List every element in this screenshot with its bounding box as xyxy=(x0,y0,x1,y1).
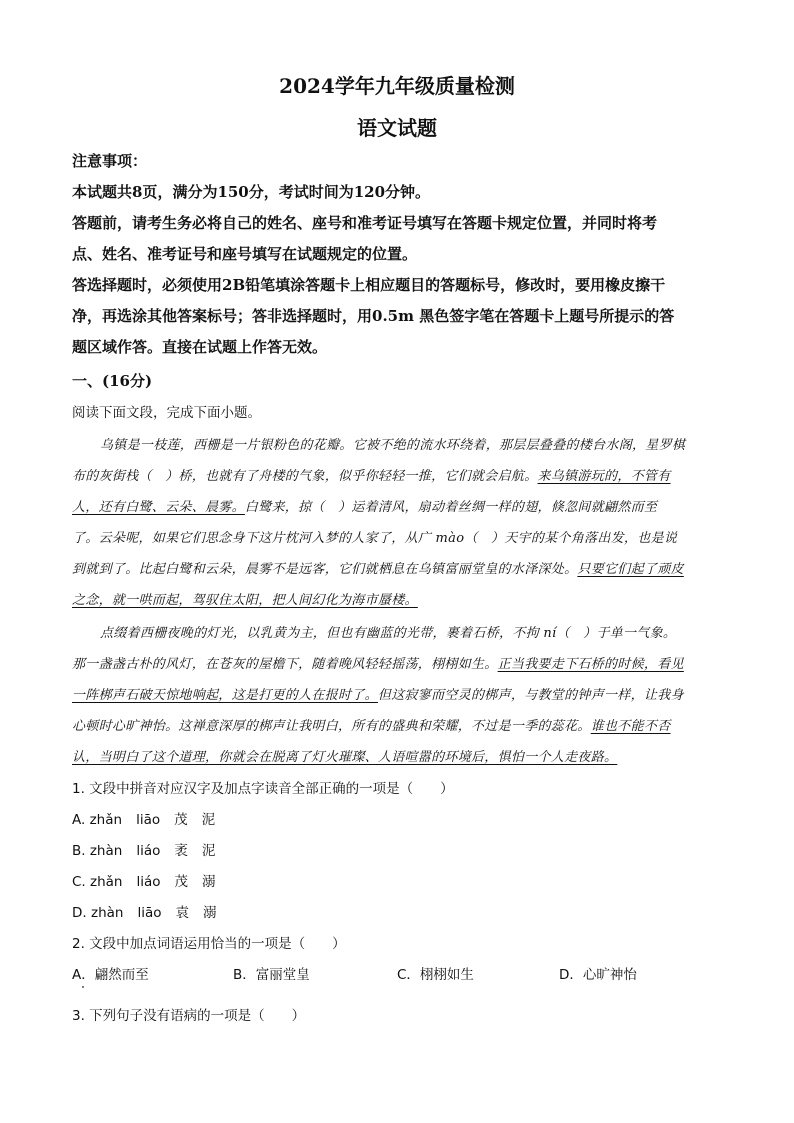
option-text: liāo xyxy=(137,905,162,921)
question-1-option-c xyxy=(72,870,230,890)
question-2-option-b: B．富丽堂皇 xyxy=(233,967,310,983)
underlined-sentence: 来乌镇游玩的，不管有 xyxy=(537,469,671,484)
question-1-option-d xyxy=(72,901,231,921)
option-text: liāo xyxy=(136,812,161,828)
question-2-option-d: D．心旷神怡 xyxy=(559,967,637,983)
underlined-sentence: 人，还有白鹭、云朵、晨雾。 xyxy=(72,500,245,515)
question-2-stem: 2. 文段中加点词语运用恰当的一项是（ ） xyxy=(72,936,346,952)
text-span: 布的灰街栈（ ）桥，也就有了舟楼的气象，似乎你轻轻一推，它们就会启航。 xyxy=(72,469,538,484)
section-heading: 一、(16分) xyxy=(72,372,153,390)
stray-dot-mark xyxy=(82,986,84,988)
option-text: liáo xyxy=(136,843,161,859)
option-text: A. zhǎn xyxy=(72,812,123,828)
notice-line-5: 净，再选涂其他答案标号；答非选择题时，用0.5m 黑色签字笔在答题卡上题号所提示的答 xyxy=(72,307,675,325)
passage-p1-line-4: 了。云朵呢，如果它们思念身下这片枕河入梦的人家了，从广 mào（ ）天宇的某个角落出发，也是说 xyxy=(72,531,678,546)
notice-line-4: 答选择题时，必须使用2B铅笔填涂答题卡上相应题目的答题标号，修改时，要用橡皮擦干 xyxy=(72,276,666,294)
passage-p1-line-5 xyxy=(72,558,722,577)
notice-heading: 注意事项： xyxy=(72,152,148,170)
question-2-option-c: C．栩栩如生 xyxy=(397,967,474,983)
passage-p2-line-3 xyxy=(72,684,722,703)
underlined-sentence: 谁也不能不否 xyxy=(590,719,671,734)
text-span: 心顿时心旷神怡。这禅意深厚的梆声让我明白，所有的盛典和荣耀，不过是一季的蕊花。 xyxy=(72,719,591,734)
question-1-option-b xyxy=(72,839,229,859)
option-text: 泥 xyxy=(201,812,216,828)
passage-p2-line-1: 点缀着西栅夜晚的灯光，以乳黄为主，但也有幽蓝的光带，裹着石桥，不拘 ní（ ）于单一气象。 xyxy=(100,626,677,641)
question-2-option-a: A．翩然而至 xyxy=(72,967,149,983)
option-text: 茂 xyxy=(174,812,188,828)
notice-line-6: 题区域作答。直接在试题上作答无效。 xyxy=(72,338,328,356)
exam-subtitle: 语文试题 xyxy=(357,116,437,140)
passage-p2-line-4 xyxy=(72,715,722,734)
option-text: C. zhǎn xyxy=(72,874,123,890)
option-text: 袤 xyxy=(174,843,188,859)
text-span: 白鹭来，掠（ ）运着清风，扇动着丝绸一样的翅，倏忽间就翩然而至 xyxy=(244,500,658,515)
question-1-option-a xyxy=(72,808,229,828)
option-text: 溺 xyxy=(202,874,216,890)
passage-p1-line-3 xyxy=(72,496,722,515)
passage-p2-line-5: 认，当明白了这个道理，你就会在脱离了灯火璀璨、人语喧嚣的环境后，惧怕一个人走夜路。 xyxy=(72,750,618,765)
underlined-sentence: 一阵梆声石破天惊地响起，这是打更的人在报时了。 xyxy=(72,688,378,703)
option-text: D. zhàn xyxy=(72,905,124,921)
notice-line-3: 点、姓名、准考证号和座号填写在试题规定的位置。 xyxy=(72,245,418,263)
notice-line-2: 答题前，请考生务必将自己的姓名、座号和准考证号填写在答题卡规定位置，并同时将考 xyxy=(72,214,658,232)
passage-p2-line-2 xyxy=(72,653,722,672)
underlined-sentence: 只要它们起了顽皮 xyxy=(577,562,684,577)
option-text: 茂 xyxy=(174,874,189,890)
option-text: B. zhàn xyxy=(72,843,123,859)
option-text: 泥 xyxy=(201,843,216,859)
exam-title: 2024学年九年级质量检测 xyxy=(279,74,515,98)
section-instruction: 阅读下面文段，完成下面小题。 xyxy=(72,405,261,421)
text-span: 那一盏盏古朴的风灯，在苍灰的屋檐下，随着晚风轻轻摇荡，栩栩如生。 xyxy=(72,657,498,672)
question-3-stem: 3. 下列句子没有语病的一项是（ ） xyxy=(72,1008,306,1024)
option-text: 袁 xyxy=(175,905,189,921)
passage-p1-line-2 xyxy=(72,465,722,484)
passage-p1-line-1: 乌镇是一枝莲，西栅是一片银粉色的花瓣。它被不绝的流水环绕着，那层层叠叠的楼台水阁，星罗棋 xyxy=(100,438,686,453)
option-text: 溺 xyxy=(203,905,217,921)
text-span: 到就到了。比起白鹭和云朵，晨雾不是远客，它们就栖息在乌镇富丽堂皇的水泽深处。 xyxy=(72,562,578,577)
question-1-stem: 1. 文段中拼音对应汉字及加点字读音全部正确的一项是（ ） xyxy=(72,781,454,797)
text-span: 但这寂寥而空灵的梆声，与教堂的钟声一样，让我身 xyxy=(377,688,684,703)
notice-line-1: 本试题共8页，满分为150分，考试时间为120分钟。 xyxy=(72,183,431,201)
option-text: liáo xyxy=(136,874,161,890)
passage-p1-line-6: 之念，就一哄而起，驾驭住太阳，把人间幻化为海市蜃楼。 xyxy=(72,593,418,608)
underlined-sentence: 正当我要走下石桥的时候，看见 xyxy=(497,657,684,672)
